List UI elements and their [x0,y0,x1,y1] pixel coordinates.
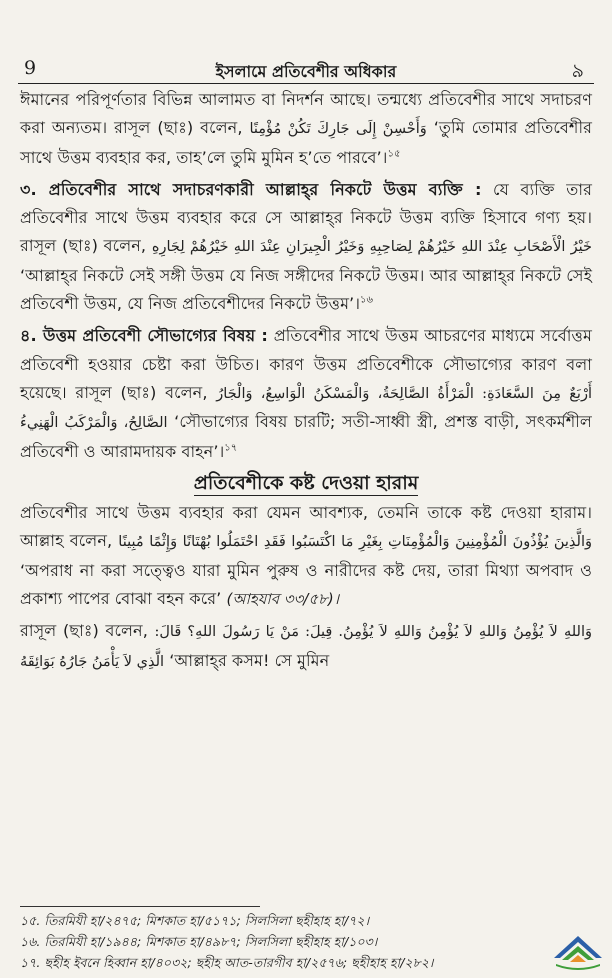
para1-line2: প্রতিবেশীর সাথে সদাচরণ করা অন্যতম। রাসূল (ছাঃ) বলেন, [20,90,593,138]
section-3-heading: ৩. প্রতিবেশীর সাথে সদাচরণকারী আল্লাহ্‌র নিকটে উত্তম ব্যক্তি : [20,179,482,199]
translation-4: ‘অপরাধ না করা সত্ত্বেও যারা মুমিন পুরুষ ও নারীদের কষ্ট দেয়, তারা মিথ্যা অপবাদ ও প্রকাশ্য পাপের বোঝা বহন করে’ [20,560,592,609]
body-text [20,86,592,676]
page-header [18,55,594,84]
footnote-ref-17[interactable]: ১৭ [224,442,238,454]
footnote-16: ১৬. তিরমিযী হা/১৯৪৪; মিশকাত হা/৪৯৮৭; সিলসিলা ছহীহাহ হা/১০৩। [20,934,378,949]
section-title [20,469,592,497]
page-number-right: ৯ [571,60,584,82]
footnote-divider [20,906,260,907]
quran-reference: (আহযাব ৩৩/৫৮)। [226,590,340,609]
running-title: ইসলামে প্রতিবেশীর অধিকার [215,62,397,81]
section-title-text: প্রতিবেশীকে কষ্ট দেওয়া হারাম [193,471,419,494]
footnote-15: ১৫. তিরমিযী হা/২৪৭৫; মিশকাত হা/৫১৭১; সিলসিলা ছহীহাহ হা/৭২। [20,913,370,928]
para1-line1: ঈমানের পরিপূর্ণতার বিভিন্ন আলামত বা নিদর্শন আছে। তন্মধ্যে [20,90,422,109]
paragraph-6 [20,617,592,676]
section-4-heading: ৪. উত্তম প্রতিবেশী সৌভাগ্যের বিষয় : [20,326,268,346]
translation-3: ‘সৌভাগ্যের বিষয় চারটি; সতী-সাধ্বী স্ত্রী, প্রশস্ত বাড়ী, সৎকর্মশীল প্রতিবেশী ও আরামদায়ক বাহন’। [20,412,592,461]
section-4 [20,322,592,465]
para5-text: প্রতিবেশীর সাথে উত্তম ব্যবহার করা যেমন আবশ্যক, তেমনি তাকে কষ্ট দেওয়া হারাম। আল্লাহ বলেন, [20,503,592,551]
translation-5: ‘আল্লাহ্‌র কসম! সে মুমিন [169,650,330,670]
arabic-quote-2: خَيْرُ الْأَصْحَابِ عِنْدَ اللهِ خَيْرُهُمْ لِصَاحِبِهِ وَخَيْرُ الْجِيرَانِ عِنْدَ اللهِ خَيْرُهُمْ لِجَارِهِ [151,239,592,256]
para6-text: রাসূল (ছাঃ) বলেন, [20,621,148,641]
footnote-17: ১৭. ছহীহ ইবনে হিব্বান হা/৪০৩২; ছহীহ আত-তারগীব হা/২৫৭৬; ছহীহাহ হা/২৮২। [20,955,434,970]
paragraph-1 [20,86,592,172]
translation-2: ‘আল্লাহ্‌র নিকটে সেই সঙ্গী উত্তম যে নিজ সঙ্গীদের নিকটে উত্তম। আর আল্লাহ্‌র নিকটে সেই প্রতিবেশী উত্তম, যে নিজ প্রতিবেশীদের নিকটে উত্তম’। [20,265,592,314]
arabic-quote-5: وَاللهِ لاَ يُؤْمِنُ وَاللهِ لاَ يُؤْمِنُ وَاللهِ لاَ يُؤْمِنُ. قِيلَ: مَنْ يَا رَسُولَ اللهِ؟ قَالَ: الَّذِي لاَ يَأْمَنُ جَارُهُ بَوَائِقَهُ [20,624,592,670]
footnotes [20,910,552,973]
arabic-quote-3: أَرْبَعٌ مِنَ السَّعَادَةِ: الْمَرْأَةُ الصَّالِحَةُ، وَالْمَسْكَنُ الْوَاسِعُ، وَالْجَارُ الصَّالِحُ، وَالْمَرْكَبُ الْهَنِيءُ [20,385,592,432]
page-number-left: 9 [24,57,37,79]
arabic-quote-1: وَأَحْسِنْ إِلَى جَارِكَ تَكُنْ مُؤْمِنًا [249,121,427,138]
footnote-ref-16[interactable]: ১৬ [360,294,373,306]
arabic-quote-4: وَالَّذِينَ يُؤْذُونَ الْمُؤْمِنِينَ وَالْمُؤْمِنَاتِ بِغَيْرِ مَا اكْتَسَبُوا فَقَدِ احْتَمَلُوا بُهْتَانًا وَإِثْمًا مُبِينًا [118,534,592,551]
paragraph-5 [20,499,592,613]
translation-1: ‘তুমি তোমার প্রতিবেশীর সাথে উত্তম ব্যবহার কর, তাহ’লে তুমি মুমিন হ’তে পারবে’। [20,118,593,167]
section-3-text: যে ব্যক্তি তার প্রতিবেশীর সাথে উত্তম ব্যবহার করে সে আল্লাহ্‌র নিকটে উত্তম ব্যক্তি হিসাবে গণ্য হয়। রাসূল (ছাঃ) বলেন, [20,179,592,256]
section-4-text: প্রতিবেশীর সাথে উত্তম আচরণের মাধ্যমে সর্বোত্তম প্রতিবেশী হওয়ার চেষ্টা করা উচিত। কারণ উত্তম প্রতিবেশীকে সৌভাগ্যের কারণ বলা হয়েছে। রাসূল (ছাঃ) বলেন, [20,326,592,402]
section-3 [20,176,592,318]
publisher-logo-icon [550,928,606,970]
footnote-ref-15[interactable]: ১৫ [387,148,401,160]
